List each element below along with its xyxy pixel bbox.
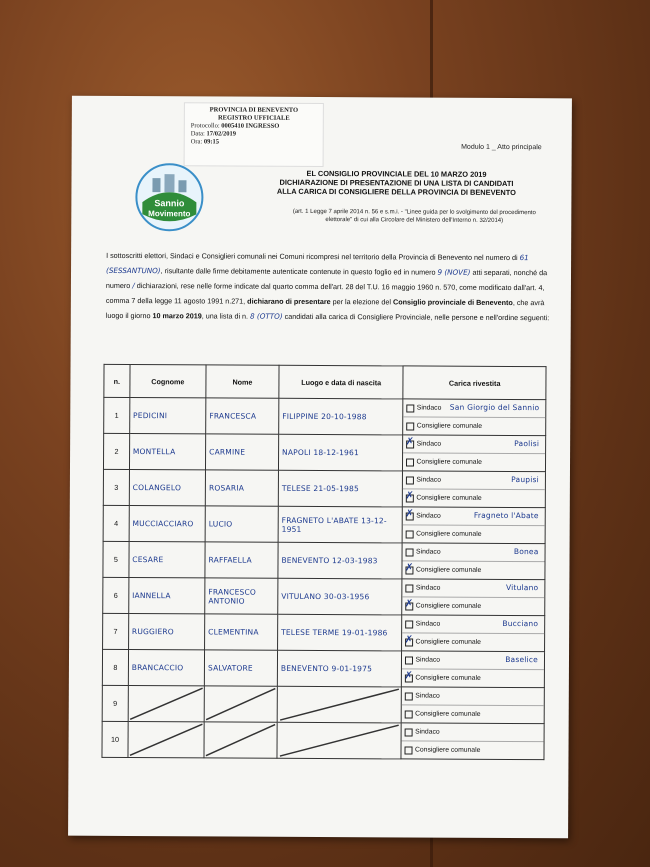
cell-carica [402,579,545,616]
document-page [68,96,572,839]
comune-name: Bucciano [502,618,539,629]
consigliere-checkbox [406,602,414,610]
sindaco-checkbox [406,620,414,628]
table-row [103,613,545,651]
row-number: 7 [103,613,129,649]
sindaco-checkbox [406,476,414,484]
cell-nome [204,722,277,758]
stamp-protocol: Protocollo: 0005410 INGRESSO [190,122,280,130]
row-number: 2 [103,433,129,469]
stamp-org: PROVINCIA DI BENEVENTO [209,106,299,114]
sindaco-option: Sindaco Bonea [403,543,545,561]
heading-subtitle: (art. 1 Legge 7 aprile 2014 n. 56 e s.m.i. - "Linee guida per lo svolgimento del procedimento elettorale" di cui alla Circolare del Ministero dell'Interno n. 32/2014) [292,208,536,224]
consigliere-checkbox [405,674,413,682]
comune-name: Baselice [505,654,539,665]
sindaco-option: Sindaco Baselice [402,651,544,669]
cell-nome: FRANCESCA [206,398,279,434]
consigliere-option: Consigliere comunale [402,740,544,759]
modulo-label: Modulo 1 _ Atto principale [461,143,542,152]
table-row [103,469,545,507]
cell-carica [402,687,545,724]
header-cognome: Cognome [130,365,206,398]
sindaco-option: Sindaco [402,723,544,741]
cell-cognome: PEDICINI [129,398,205,434]
consigliere-checkbox [405,746,413,754]
sindaco-option: Sindaco [402,687,544,705]
consigliere-checkbox [406,458,414,466]
electors-count: 61 (SESSANTUNO) [106,253,529,276]
cell-carica [402,615,545,652]
sindaco-option: Sindaco Bucciano [403,615,545,633]
sindaco-option: Sindaco Vitulano [403,579,545,597]
cell-cognome: RUGGIERO [128,613,204,649]
declarations-count: / [132,281,135,291]
cell-nome: LUCIO [205,506,278,542]
consigliere-option: Consigliere comunale [403,452,545,471]
table-row [102,685,544,723]
cell-nome: FRANCESCO ANTONIO [205,578,278,614]
cell-nome: ROSARIA [205,470,278,506]
cell-cognome: MUCCIACCIARO [129,506,205,542]
cell-luogo: BENEVENTO 12-03-1983 [278,542,403,579]
cell-cognome [128,685,204,721]
table-row [102,649,544,687]
cell-luogo: TELESE TERME 19-01-1986 [278,614,403,651]
cell-luogo [277,722,402,759]
consigliere-checkbox [406,638,414,646]
consigliere-option: ✗ Consigliere comunale [403,488,545,507]
sindaco-checkbox [405,692,413,700]
cell-nome: RAFFAELLA [205,542,278,578]
table-row [103,433,545,471]
cell-carica [403,471,546,508]
row-number: 4 [103,505,129,541]
table-row [103,577,545,615]
cell-luogo: NAPOLI 18-12-1961 [278,434,403,471]
cell-nome [204,686,277,722]
consigliere-option: ✗ Consigliere comunale [403,596,545,615]
cell-luogo: FILIPPINE 20-10-1988 [279,398,404,435]
comune-name: Paupisi [511,475,539,485]
sindaco-checkbox [407,404,415,412]
sindaco-checkbox [406,548,414,556]
cell-nome: SALVATORE [204,650,277,686]
cell-luogo: TELESE 21-05-1985 [278,470,403,507]
consigliere-checkbox [405,710,413,718]
row-number: 9 [102,685,128,721]
logo-text-1: Sannio [154,198,185,209]
comune-name: San Giorgio del Sannio [449,402,540,413]
consigliere-checkbox [406,494,414,502]
cell-carica [401,723,544,760]
consigliere-option: ✗ Consigliere comunale [403,632,545,651]
row-number: 6 [103,577,129,613]
comune-name: Fragneto l'Abate [473,510,539,521]
cell-cognome [128,721,204,757]
heading-line-2: DICHIARAZIONE DI PRESENTAZIONE DI UNA LISTA DI CANDIDATI [279,177,514,189]
row-number: 1 [104,397,130,433]
stamp-time: Ora: 09:15 [190,138,220,146]
row-number: 10 [102,721,128,757]
consigliere-option: Consigliere comunale [404,416,546,435]
header-nome: Nome [206,365,279,398]
cell-nome: CLEMENTINA [205,614,278,650]
acts-count: 9 (NOVE) [437,267,471,277]
document-heading [246,169,546,198]
consigliere-option: Consigliere comunale [402,704,544,723]
cell-cognome: BRANCACCIO [128,649,204,685]
cell-carica [402,651,545,688]
candidates-count: 8 (OTTO) [250,311,283,321]
sindaco-option: Sindaco San Giorgio del Sannio [404,399,546,417]
cell-cognome: MONTELLA [129,434,205,470]
cell-luogo: FRAGNETO L'ABATE 13-12-1951 [278,506,403,543]
cell-carica [403,435,546,472]
cell-luogo [277,686,402,723]
heading-line-1: EL CONSIGLIO PROVINCIALE DEL 10 MARZO 2019 [306,168,487,179]
stamp-date: Data: 17/02/2019 [190,130,237,138]
header-luogo: Luogo e data di nascita [279,365,404,399]
header-carica: Carica rivestita [403,366,546,400]
cell-luogo: VITULANO 30-03-1956 [278,578,403,615]
heading-line-3: ALLA CARICA DI CONSIGLIERE DELLA PROVINCIA DI BENEVENTO [276,186,516,198]
cell-cognome: COLANGELO [129,470,205,506]
cell-luogo: BENEVENTO 9-01-1975 [277,650,402,687]
protocol-stamp [184,102,324,167]
cell-carica [402,543,545,580]
table-row [104,397,546,435]
cell-cognome: IANNELLA [129,577,205,613]
consigliere-checkbox [407,422,415,430]
cell-carica [403,507,546,544]
logo-text-2: Movimento [148,209,191,219]
sindaco-checkbox [407,440,415,448]
sindaco-checkbox [405,656,413,664]
sindaco-checkbox [405,728,413,736]
comune-name: Vitulano [505,582,539,593]
comune-name: Paolisi [514,439,540,449]
consigliere-option: Consigliere comunale [403,524,545,543]
intro-paragraph: I sottoscritti elettori, Sindaci e Consiglieri comunali nei Comuni ricompresi nel territorio della Provincia di Benevento nel numero di 61 (SESSANTUNO), risultante dalle firme debitamente autenticate contenute in questo foglio ed in numero 9 (NOVE) atti separati, nonché da numero / dichiarazioni, rese nelle forme indicate dal quarto comma dell'art. 28 del T.U. 16 maggio 1960 n. 570, come modificato dall'art. 4, comma 7 della legge 11 agosto 1991 n.271, dichiarano di presentare per la elezione del Consiglio provinciale di Benevento, che avrà luogo il giorno 10 marzo 2019, una lista di n. 8 (OTTO) candidati alla carica di Consigliere Provinciale, nelle persone e nell'ordine seguenti: [105,250,550,323]
sindaco-option: ✗ Sindaco Paolisi [404,435,546,453]
sannio-movimento-logo [134,162,204,232]
stamp-registry: REGISTRO UFFICIALE [217,114,290,122]
comune-name: Bonea [513,547,539,557]
sindaco-option: Sindaco Paupisi [403,471,545,489]
table-row [103,505,545,543]
header-n: n. [104,364,130,397]
consigliere-checkbox [406,530,414,538]
cell-nome: CARMINE [206,434,279,470]
sindaco-checkbox [406,584,414,592]
cell-carica [403,399,546,436]
sindaco-option: ✗ Sindaco Fragneto l'Abate [403,507,545,525]
consigliere-checkbox [406,566,414,574]
row-number: 5 [103,541,129,577]
consigliere-option: ✗ Consigliere comunale [403,560,545,579]
table-header-row [104,364,546,399]
consigliere-option: ✗ Consigliere comunale [402,668,544,687]
candidates-table [101,364,546,760]
table-row [103,541,545,579]
table-row [102,721,544,759]
sindaco-checkbox [406,512,414,520]
cell-cognome: CESARE [129,542,205,578]
row-number: 8 [102,649,128,685]
row-number: 3 [103,469,129,505]
